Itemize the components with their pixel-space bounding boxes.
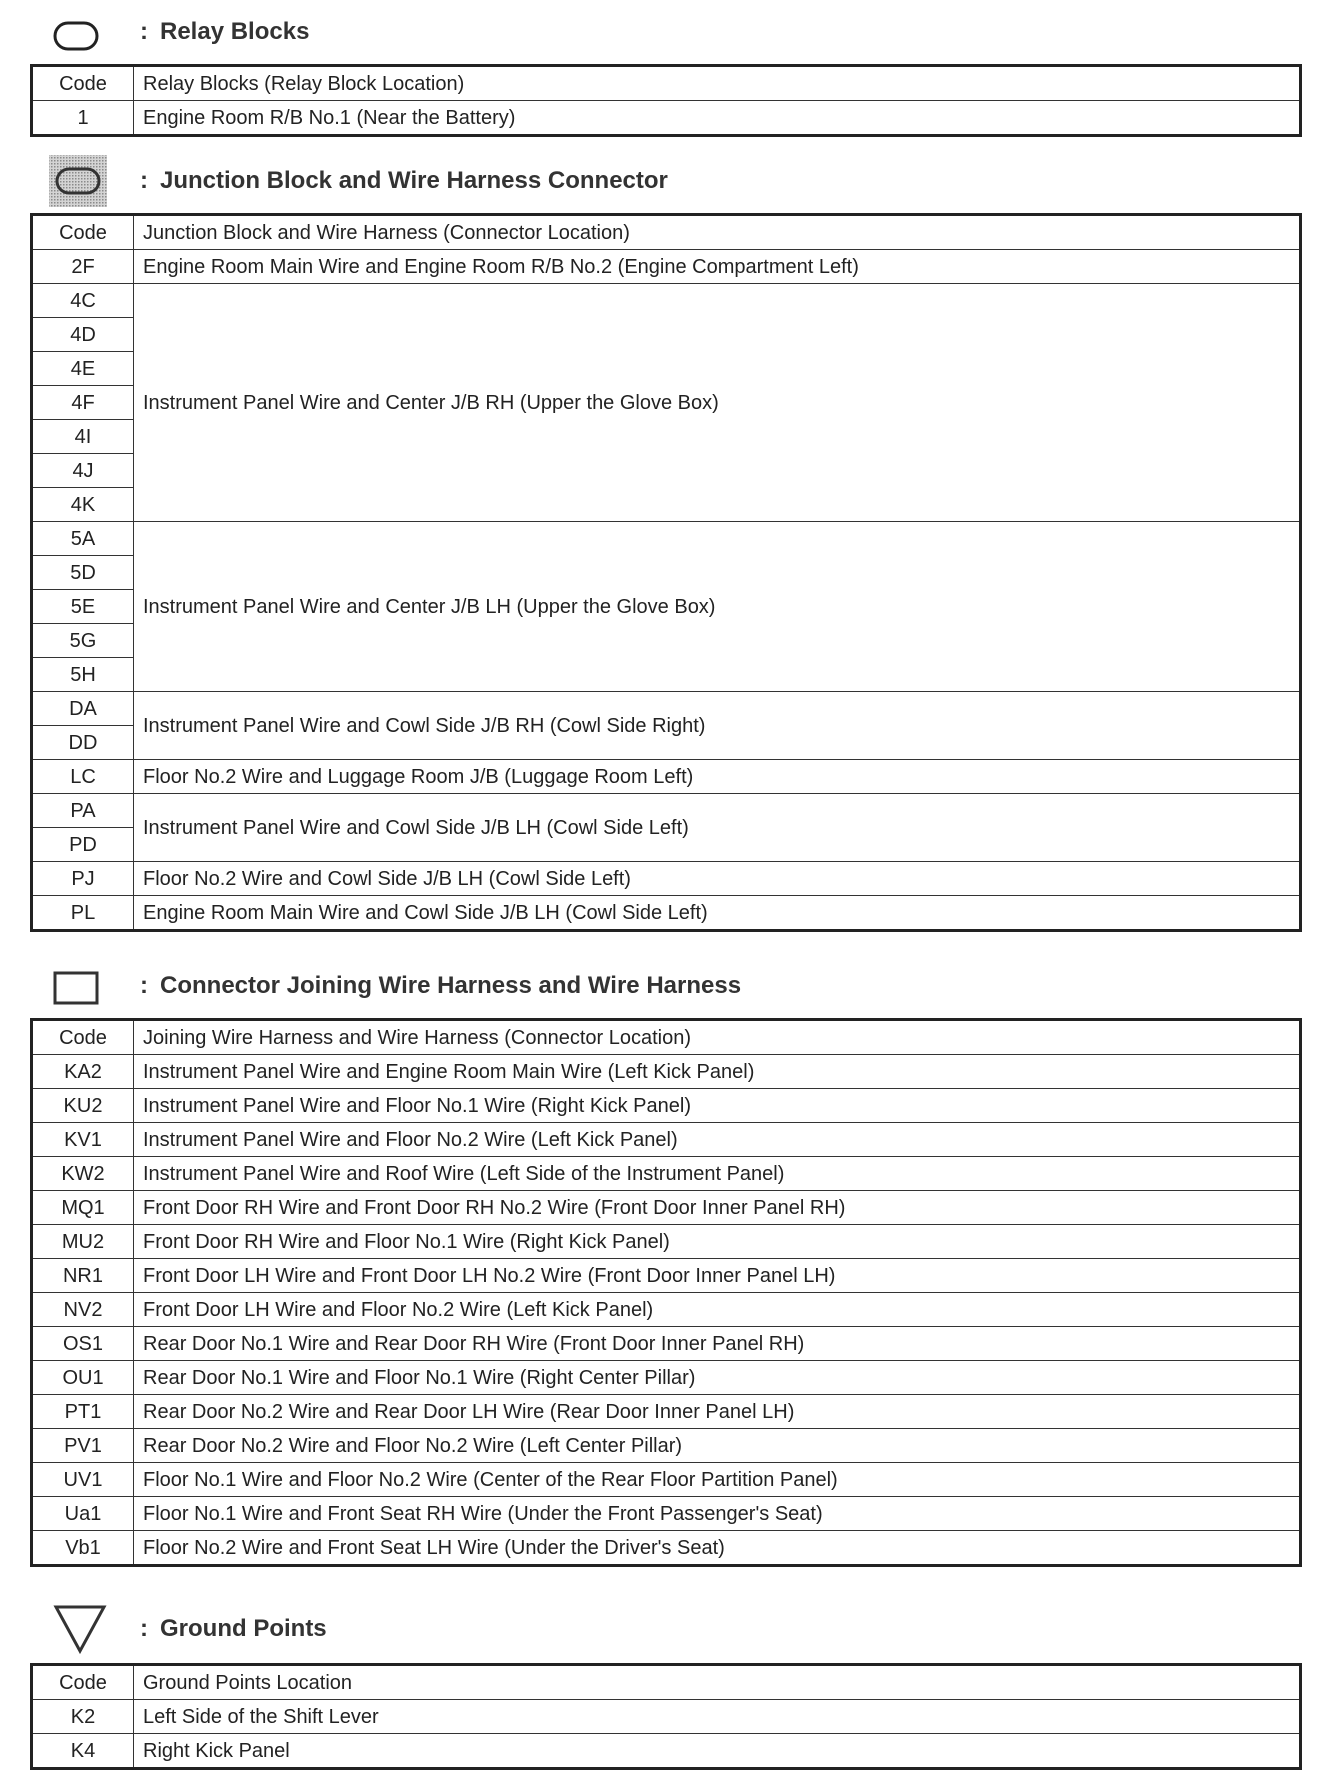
row-code: 5D <box>32 556 134 590</box>
connector-table <box>30 1018 1302 1567</box>
table-row <box>32 1055 1301 1089</box>
junction-block-colon: : <box>140 167 148 194</box>
row-location: Floor No.2 Wire and Luggage Room J/B (Luggage Room Left) <box>134 760 1301 794</box>
table-row <box>32 1123 1301 1157</box>
row-code: KU2 <box>32 1089 134 1123</box>
location-header: Relay Blocks (Relay Block Location) <box>134 66 1301 101</box>
junction-block-title: Junction Block and Wire Harness Connector <box>160 167 668 194</box>
table-row <box>32 794 1301 828</box>
junction-block-heading <box>30 163 1302 213</box>
relay-blocks-table <box>30 64 1302 137</box>
row-code: MU2 <box>32 1225 134 1259</box>
row-code: 4E <box>32 352 134 386</box>
row-location: Rear Door No.1 Wire and Floor No.1 Wire (Right Center Pillar) <box>134 1361 1301 1395</box>
table-row <box>32 1157 1301 1191</box>
connector-symbol-icon <box>52 970 112 1010</box>
row-location: Instrument Panel Wire and Cowl Side J/B RH (Cowl Side Right) <box>134 692 1301 760</box>
row-location: Floor No.2 Wire and Cowl Side J/B LH (Cowl Side Left) <box>134 862 1301 896</box>
location-header: Joining Wire Harness and Wire Harness (Connector Location) <box>134 1020 1301 1055</box>
connector-heading <box>30 968 1302 1018</box>
connector-colon: : <box>140 972 148 999</box>
relay-blocks-title: Relay Blocks <box>160 18 310 45</box>
row-code: 4I <box>32 420 134 454</box>
table-row <box>32 896 1301 931</box>
table-row <box>32 101 1301 136</box>
location-header: Ground Points Location <box>134 1665 1301 1700</box>
table-row <box>32 1734 1301 1769</box>
row-location: Instrument Panel Wire and Cowl Side J/B LH (Cowl Side Left) <box>134 794 1301 862</box>
row-location: Front Door RH Wire and Floor No.1 Wire (Right Kick Panel) <box>134 1225 1301 1259</box>
row-code: KW2 <box>32 1157 134 1191</box>
table-row <box>32 1700 1301 1734</box>
relay-block-symbol-icon <box>52 20 112 54</box>
table-row <box>32 1361 1301 1395</box>
row-code: 1 <box>32 101 134 136</box>
row-code: 4J <box>32 454 134 488</box>
table-row <box>32 284 1301 318</box>
table-row <box>32 1259 1301 1293</box>
table-row <box>32 1225 1301 1259</box>
table-row <box>32 1463 1301 1497</box>
table-row <box>32 1327 1301 1361</box>
junction-block-section <box>30 163 1302 932</box>
table-row <box>32 692 1301 726</box>
row-location: Rear Door No.1 Wire and Rear Door RH Wire (Front Door Inner Panel RH) <box>134 1327 1301 1361</box>
table-row <box>32 1293 1301 1327</box>
row-code: DA <box>32 692 134 726</box>
relay-blocks-section <box>30 14 1302 137</box>
row-code: Ua1 <box>32 1497 134 1531</box>
row-location: Engine Room Main Wire and Engine Room R/B No.2 (Engine Compartment Left) <box>134 250 1301 284</box>
row-code: 5E <box>32 590 134 624</box>
row-code: 4K <box>32 488 134 522</box>
table-row <box>32 760 1301 794</box>
table-row <box>32 1497 1301 1531</box>
row-location: Right Kick Panel <box>134 1734 1301 1769</box>
code-header: Code <box>32 1020 134 1055</box>
connector-section <box>30 968 1302 1567</box>
row-code: OU1 <box>32 1361 134 1395</box>
table-row <box>32 862 1301 896</box>
row-code: Vb1 <box>32 1531 134 1566</box>
row-location: Floor No.1 Wire and Front Seat RH Wire (Under the Front Passenger's Seat) <box>134 1497 1301 1531</box>
ground-point-triangle-icon <box>52 1603 112 1655</box>
code-header: Code <box>32 66 134 101</box>
row-code: DD <box>32 726 134 760</box>
row-location: Engine Room R/B No.1 (Near the Battery) <box>134 101 1301 136</box>
relay-blocks-colon: : <box>140 18 148 45</box>
junction-block-table <box>30 213 1302 932</box>
row-code: NV2 <box>32 1293 134 1327</box>
row-location: Left Side of the Shift Lever <box>134 1700 1301 1734</box>
row-code: PL <box>32 896 134 931</box>
ground-points-section <box>30 1609 1302 1770</box>
ground-points-heading <box>30 1609 1302 1663</box>
table-header-row <box>32 1665 1301 1700</box>
row-location: Instrument Panel Wire and Roof Wire (Left Side of the Instrument Panel) <box>134 1157 1301 1191</box>
row-code: PV1 <box>32 1429 134 1463</box>
table-row <box>32 250 1301 284</box>
table-row <box>32 1395 1301 1429</box>
row-code: 5H <box>32 658 134 692</box>
table-row <box>32 1531 1301 1566</box>
row-location: Front Door LH Wire and Front Door LH No.2 Wire (Front Door Inner Panel LH) <box>134 1259 1301 1293</box>
table-row <box>32 1191 1301 1225</box>
row-code: PT1 <box>32 1395 134 1429</box>
row-code: 4F <box>32 386 134 420</box>
row-code: 4C <box>32 284 134 318</box>
row-code: PA <box>32 794 134 828</box>
table-row <box>32 1429 1301 1463</box>
table-row <box>32 522 1301 556</box>
code-header: Code <box>32 1665 134 1700</box>
row-code: PJ <box>32 862 134 896</box>
row-code: MQ1 <box>32 1191 134 1225</box>
connector-title: Connector Joining Wire Harness and Wire Harness <box>160 972 742 999</box>
row-location: Floor No.1 Wire and Floor No.2 Wire (Center of the Rear Floor Partition Panel) <box>134 1463 1301 1497</box>
row-location: Rear Door No.2 Wire and Floor No.2 Wire (Left Center Pillar) <box>134 1429 1301 1463</box>
table-header-row <box>32 66 1301 101</box>
row-location: Instrument Panel Wire and Floor No.1 Wire (Right Kick Panel) <box>134 1089 1301 1123</box>
row-location: Floor No.2 Wire and Front Seat LH Wire (Under the Driver's Seat) <box>134 1531 1301 1566</box>
row-location: Instrument Panel Wire and Engine Room Main Wire (Left Kick Panel) <box>134 1055 1301 1089</box>
junction-block-symbol-icon <box>48 154 114 210</box>
ground-points-colon: : <box>140 1615 148 1642</box>
ground-points-title: Ground Points <box>160 1615 327 1642</box>
row-location: Front Door RH Wire and Front Door RH No.2 Wire (Front Door Inner Panel RH) <box>134 1191 1301 1225</box>
row-code: NR1 <box>32 1259 134 1293</box>
location-header: Junction Block and Wire Harness (Connector Location) <box>134 215 1301 250</box>
row-location: Instrument Panel Wire and Center J/B LH (Upper the Glove Box) <box>134 522 1301 692</box>
row-code: KV1 <box>32 1123 134 1157</box>
row-code: 5G <box>32 624 134 658</box>
row-code: PD <box>32 828 134 862</box>
row-code: 5A <box>32 522 134 556</box>
relay-blocks-heading <box>30 14 1302 64</box>
table-header-row <box>32 215 1301 250</box>
code-header: Code <box>32 215 134 250</box>
row-location: Instrument Panel Wire and Center J/B RH (Upper the Glove Box) <box>134 284 1301 522</box>
row-code: OS1 <box>32 1327 134 1361</box>
row-location: Instrument Panel Wire and Floor No.2 Wire (Left Kick Panel) <box>134 1123 1301 1157</box>
row-code: 4D <box>32 318 134 352</box>
row-code: 2F <box>32 250 134 284</box>
row-code: UV1 <box>32 1463 134 1497</box>
row-location: Front Door LH Wire and Floor No.2 Wire (Left Kick Panel) <box>134 1293 1301 1327</box>
table-row <box>32 1089 1301 1123</box>
row-code: K2 <box>32 1700 134 1734</box>
ground-points-table <box>30 1663 1302 1770</box>
row-location: Rear Door No.2 Wire and Rear Door LH Wire (Rear Door Inner Panel LH) <box>134 1395 1301 1429</box>
row-code: LC <box>32 760 134 794</box>
row-code: K4 <box>32 1734 134 1769</box>
row-code: KA2 <box>32 1055 134 1089</box>
row-location: Engine Room Main Wire and Cowl Side J/B LH (Cowl Side Left) <box>134 896 1301 931</box>
table-header-row <box>32 1020 1301 1055</box>
